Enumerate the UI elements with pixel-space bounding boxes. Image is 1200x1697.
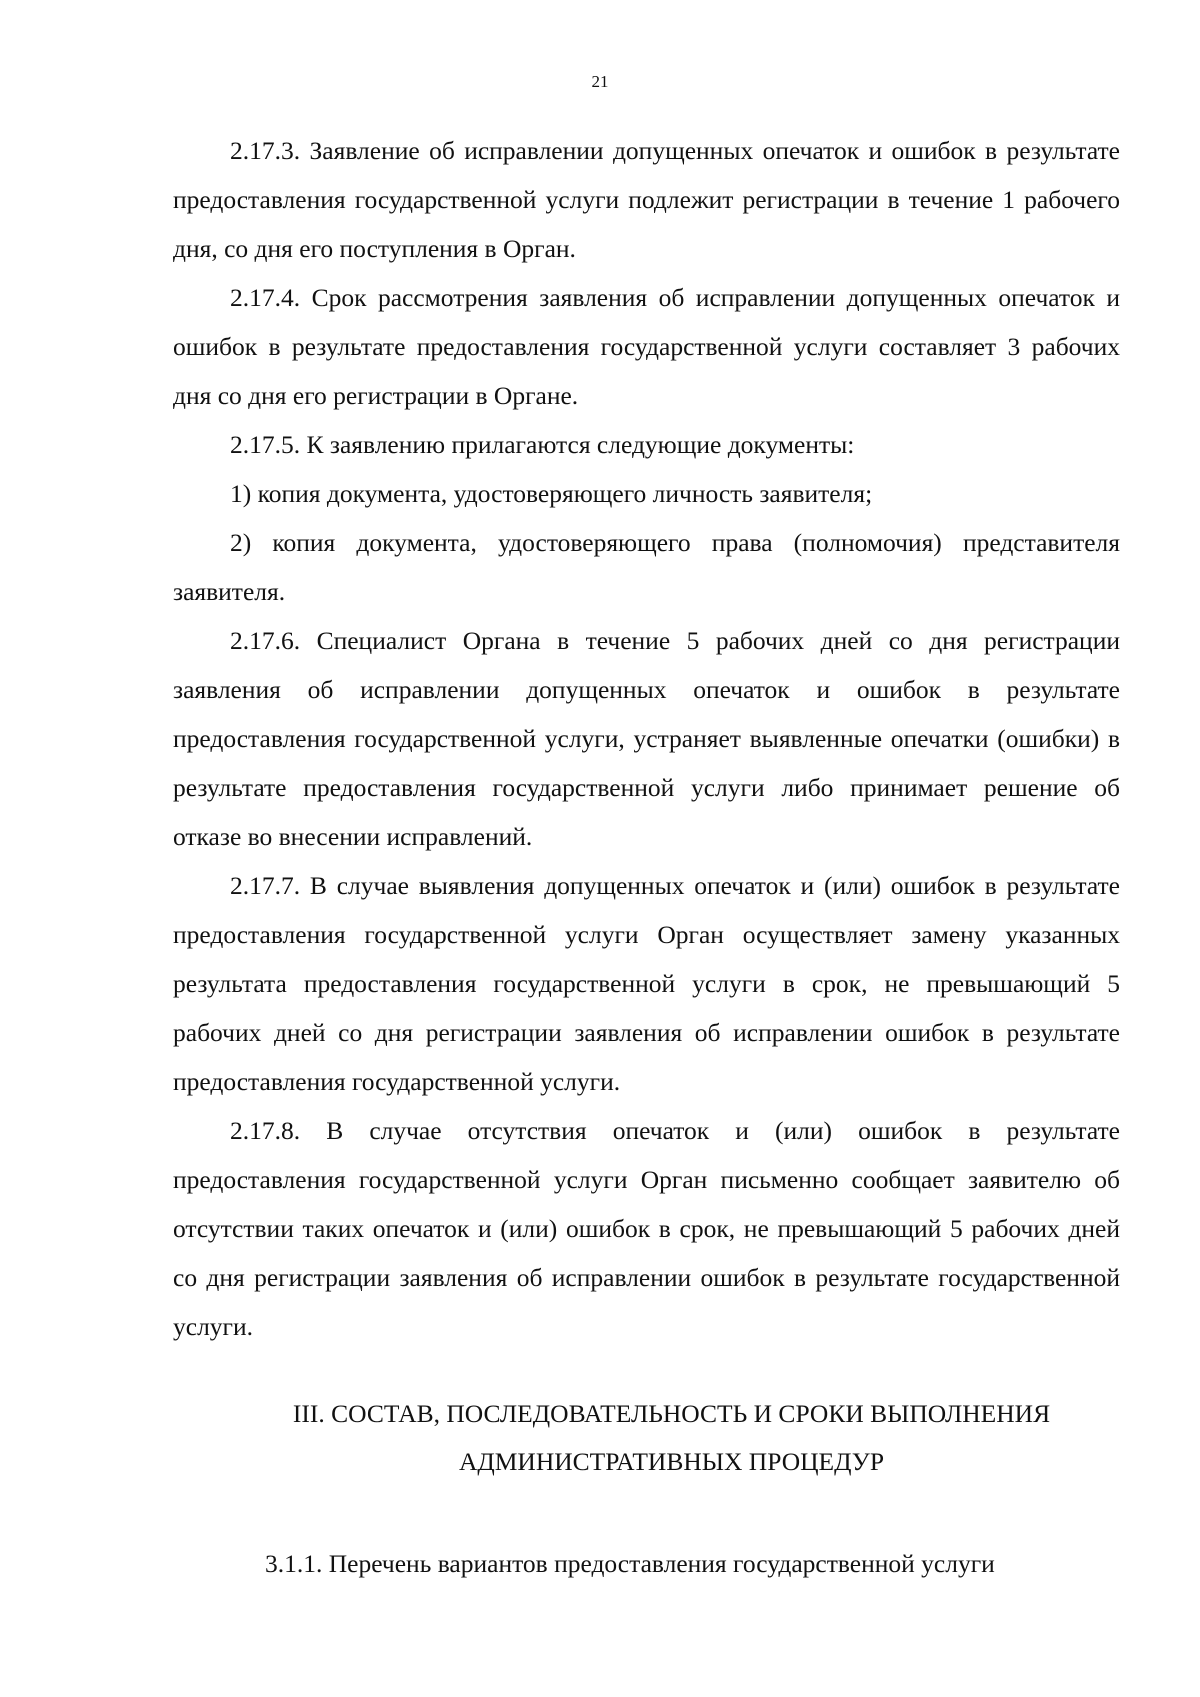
list-item-2: 2) копия документа, удостоверяющего права (полномочия) представителя заявителя. [173, 528, 1120, 606]
section-heading-line-2: АДМИНИСТРАТИВНЫХ ПРОЦЕДУР [458, 1447, 885, 1476]
paragraph-2-17-3: 2.17.3. Заявление об исправлении допущенных опечаток и ошибок в результате предоставления государственной услуги подлежит регистрации в течение 1 рабочего дня, со дня его поступления в Орган. [173, 136, 1120, 263]
paragraph-2-17-7: 2.17.7. В случае выявления допущенных опечаток и (или) ошибок в результате предоставления государственной услуги Орган осуществляет замену указанных результата предоставления государственной услуги в срок, не превышающий 5 рабочих дней со дня регистрации заявления об исправлении ошибок в результате предоставления государственной услуги. [173, 871, 1120, 1096]
paragraph-2-17-4: 2.17.4. Срок рассмотрения заявления об исправлении допущенных опечаток и ошибок в результате предоставления государственной услуги составляет 3 рабочих дня со дня его регистрации в Органе. [173, 283, 1120, 410]
paragraph-2-17-5: 2.17.5. К заявлению прилагаются следующие документы: [230, 430, 855, 459]
section-heading-line-1: III. СОСТАВ, ПОСЛЕДОВАТЕЛЬНОСТЬ И СРОКИ ВЫПОЛНЕНИЯ [292, 1399, 1051, 1428]
section-heading [173, 1390, 1120, 1486]
page-number: 21 [591, 72, 609, 91]
subsection-title-text: 3.1.1. Перечень вариантов предоставления государственной услуги [265, 1549, 995, 1578]
list-item-1: 1) копия документа, удостоверяющего личность заявителя; [230, 479, 873, 508]
paragraph-2-17-8: 2.17.8. В случае отсутствия опечаток и (или) ошибок в результате предоставления государственной услуги Орган письменно сообщает заявителю об отсутствии таких опечаток и (или) ошибок в срок, не превышающий 5 рабочих дней со дня регистрации заявления об исправлении ошибок в результате государственной услуги. [173, 1116, 1120, 1341]
paragraph-2-17-6: 2.17.6. Специалист Органа в течение 5 рабочих дней со дня регистрации заявления об исправлении допущенных опечаток и ошибок в результате предоставления государственной услуги, устраняет выявленные опечатки (ошибки) в результате предоставления государственной услуги либо принимает решение об отказе во внесении исправлений. [173, 626, 1120, 851]
document-body [173, 126, 1120, 1351]
